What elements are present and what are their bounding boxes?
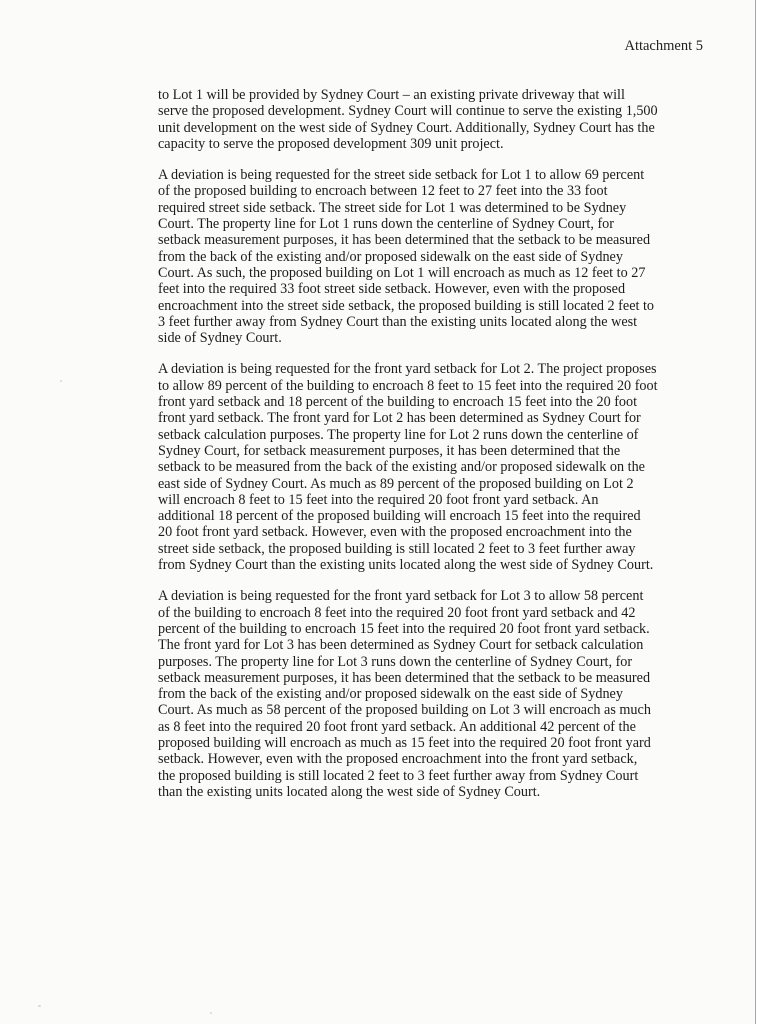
attachment-label: Attachment 5 [624,38,703,54]
scan-speck [210,1012,212,1014]
scan-speck [38,1005,41,1007]
paragraph-lot2-front-yard-setback: A deviation is being requested for the front yard setback for Lot 2. The project proposes to allow 89 percent of the building to encroach 8 feet to 15 feet into the required 20 foot front yard setback and 18 percent of the building to encroach 15 feet into the 20 foot front yard setback. The front yard for Lot 2 has been determined as Sydney Court for setback calculation purposes. The property line for Lot 2 runs down the centerline of Sydney Court, for setback measurement purposes, it has been determined that the setback to be measured from the back of the existing and/or proposed sidewalk on the east side of Sydney Court. As much as 89 percent of the proposed building on Lot 2 will encroach 8 feet to 15 feet into the required 20 foot front yard setback. An additional 18 percent of the proposed building will encroach 15 feet into the required 20 foot front yard setback. However, even with the proposed encroachment into the street side setback, the proposed building is still located 2 feet to 3 feet further away from Sydney Court than the existing units located along the west side of Sydney Court. [158,361,658,574]
page-right-edge [755,0,770,1024]
scan-speck [60,380,62,382]
paragraph-lot3-front-yard-setback: A deviation is being requested for the front yard setback for Lot 3 to allow 58 percent of the building to encroach 8 feet into the required 20 foot front yard setback and 42 percent of the building to encroach 15 feet into the required 20 foot front yard setback. The front yard for Lot 3 has been determined as Sydney Court for setback calculation purposes. The property line for Lot 3 runs down the centerline of Sydney Court, for setback measurement purposes, it has been determined that the setback to be measured from the back of the existing and/or proposed sidewalk on the east side of Sydney Court. As much as 58 percent of the proposed building on Lot 3 will encroach as much as 8 feet into the required 20 foot front yard setback. An additional 42 percent of the proposed building will encroach as much as 15 feet into the required 20 foot front yard setback. However, even with the proposed encroachment into the front yard setback, the proposed building is still located 2 feet to 3 feet further away from Sydney Court than the existing units located along the west side of Sydney Court. [158,588,651,800]
paragraph-lot1-access: to Lot 1 will be provided by Sydney Court – an existing private driveway that will serve the proposed development. Sydney Court will continue to serve the existing 1,500 unit development on the west side of Sydney Court. Additionally, Sydney Court has the capacity to serve the proposed development 309 unit project. [158,87,658,152]
paragraph-lot1-street-side-setback: A deviation is being requested for the street side setback for Lot 1 to allow 69 percent of the proposed building to encroach between 12 feet to 27 feet into the 33 foot required street side setback. The street side for Lot 1 was determined to be Sydney Court. The property line for Lot 1 runs down the centerline of Sydney Court, for setback measurement purposes, it has been determined that the setback to be measured from the back of the existing and/or proposed sidewalk on the east side of Sydney Court. As such, the proposed building on Lot 1 will encroach as much as 12 feet to 27 feet into the required 33 foot street side setback. However, even with the proposed encroachment into the street side setback, the proposed building is still located 2 feet to 3 feet further away from Sydney Court than the existing units located along the west side of Sydney Court. [158,167,655,347]
document-body [158,87,658,815]
